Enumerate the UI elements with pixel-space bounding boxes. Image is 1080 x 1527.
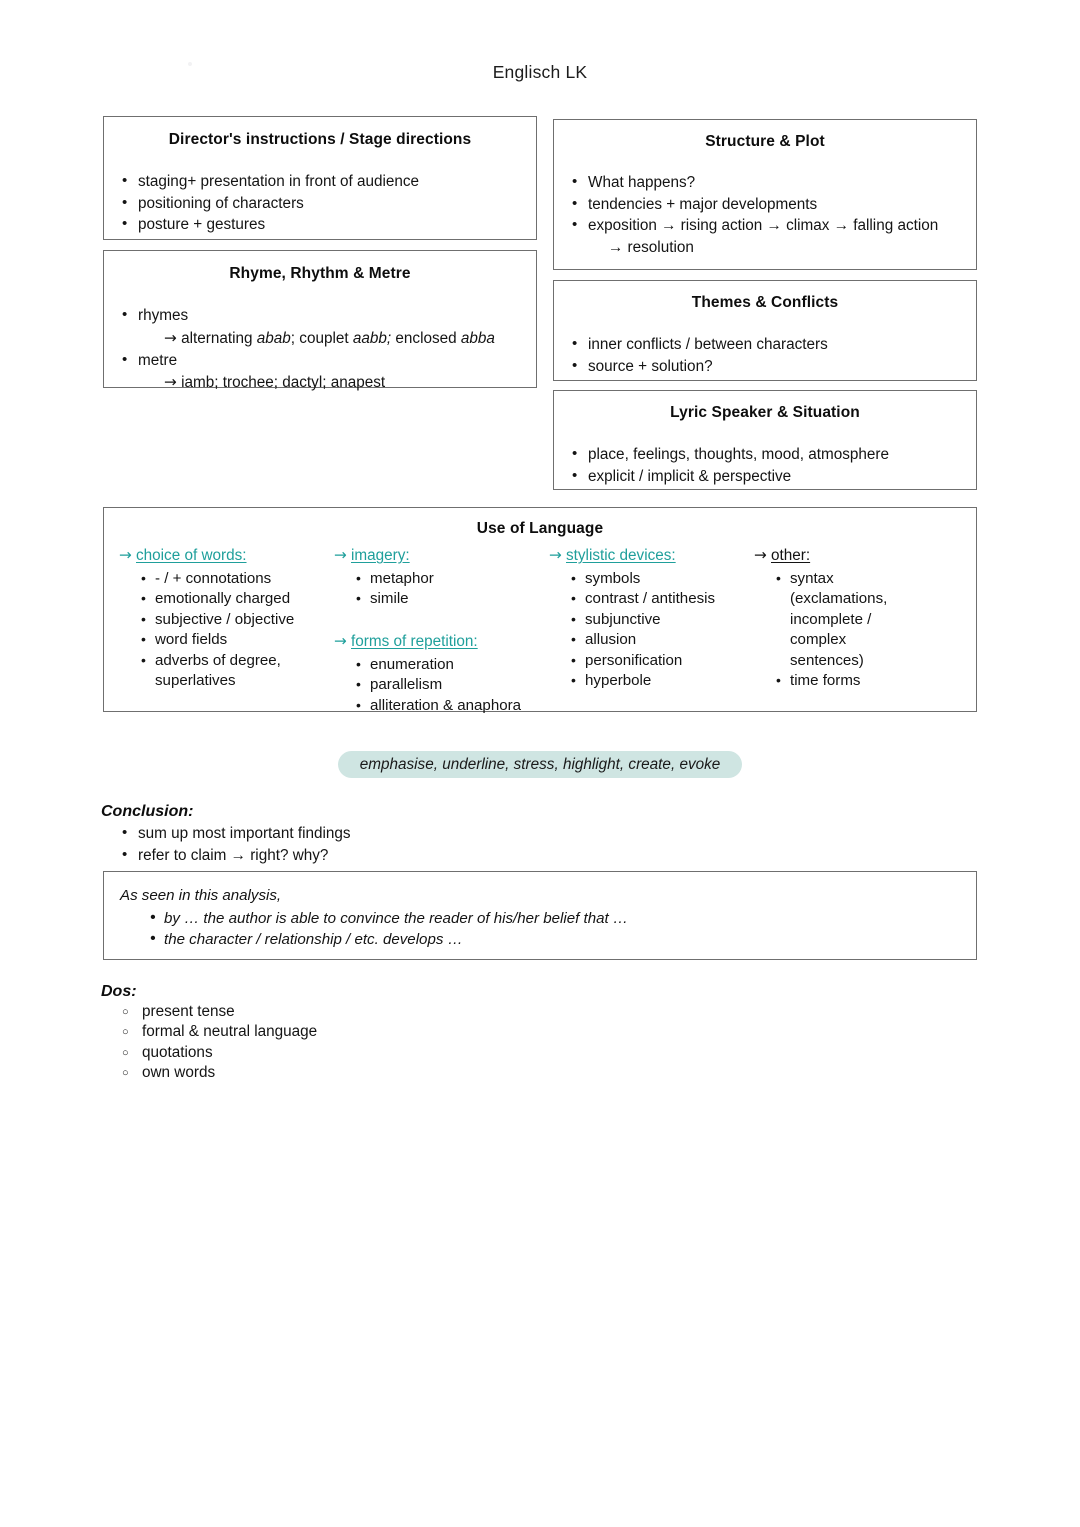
list-item: • posture + gestures bbox=[118, 214, 522, 236]
uol-column-4 bbox=[754, 544, 934, 716]
uol-group-label: imagery: bbox=[351, 547, 410, 564]
arrow-icon: → bbox=[164, 328, 177, 347]
list-item-wrap: complex bbox=[790, 631, 847, 649]
group-spacer bbox=[334, 610, 549, 630]
conclusion-heading: Conclusion: bbox=[101, 803, 194, 820]
list-item: • symbols bbox=[571, 569, 754, 589]
example-list bbox=[120, 908, 960, 950]
list-item bbox=[118, 350, 522, 395]
uol-group-list bbox=[334, 655, 549, 716]
dos-heading: Dos: bbox=[101, 983, 137, 1000]
list-item bbox=[776, 569, 934, 671]
use-of-language-columns bbox=[104, 544, 976, 716]
box-example-phrases bbox=[103, 871, 977, 960]
uol-column-3 bbox=[549, 544, 754, 716]
list-item: • tendencies + major developments bbox=[568, 194, 962, 216]
list-item: • sum up most important findings bbox=[118, 823, 638, 845]
box-use-of-language-title: Use of Language bbox=[476, 520, 604, 537]
list-item: • the character / relationship / etc. develops … bbox=[150, 929, 960, 950]
uol-column-1 bbox=[104, 544, 334, 716]
sub-text-mid-2: enclosed bbox=[391, 329, 461, 347]
sub-item bbox=[138, 371, 522, 394]
list-item-wrap: sentences) bbox=[790, 651, 864, 669]
sub-text-pre: alternating bbox=[181, 329, 257, 347]
list-item: • allusion bbox=[571, 630, 754, 650]
uol-column-2 bbox=[334, 544, 549, 716]
uol-group-list bbox=[549, 569, 754, 691]
list-item-label: metre bbox=[138, 351, 178, 369]
uol-group-heading bbox=[334, 544, 549, 567]
list-item: • explicit / implicit & perspective bbox=[568, 466, 962, 488]
dos-list bbox=[120, 1002, 520, 1083]
box-rhyme-title: Rhyme, Rhythm & Metre bbox=[229, 265, 411, 282]
list-item-label: adverbs of degree, bbox=[155, 651, 281, 669]
page-title: Englisch LK bbox=[492, 62, 588, 82]
list-item: ○ formal & neutral language bbox=[120, 1022, 520, 1042]
arrow-icon: → bbox=[754, 546, 767, 564]
sub-text-emph-2: aabb; bbox=[352, 329, 392, 347]
box-director-title: Director's instructions / Stage directions bbox=[168, 131, 472, 148]
list-item-continuation: → resolution bbox=[608, 238, 694, 256]
box-lyric-title: Lyric Speaker & Situation bbox=[670, 404, 860, 421]
list-item bbox=[118, 305, 522, 350]
list-item-label: rhymes bbox=[138, 307, 189, 324]
arrow-icon: → bbox=[549, 546, 562, 564]
list-item-wrap: superlatives bbox=[155, 672, 236, 690]
sub-item bbox=[138, 327, 522, 350]
box-structure-list bbox=[568, 172, 962, 258]
uol-group-list bbox=[754, 569, 934, 691]
conclusion-list bbox=[118, 823, 638, 866]
uol-group-label: other: bbox=[771, 547, 811, 564]
uol-group-list bbox=[119, 569, 334, 691]
list-item: • emotionally charged bbox=[141, 589, 334, 609]
arrow-icon: → bbox=[119, 546, 132, 564]
box-lyric-speaker-situation bbox=[553, 390, 977, 490]
arrow-icon: → bbox=[334, 546, 347, 564]
list-item: • source + solution? bbox=[568, 356, 962, 378]
example-lead-text: As seen in this analysis, bbox=[120, 887, 282, 904]
sub-text-mid-1: ; couplet bbox=[290, 329, 353, 347]
box-director-list bbox=[118, 171, 522, 236]
box-director-instructions bbox=[103, 116, 537, 240]
list-item: • positioning of characters bbox=[118, 193, 522, 215]
list-item: • personification bbox=[571, 651, 754, 671]
list-item: • refer to claim → right? why? bbox=[118, 845, 638, 867]
box-themes-list bbox=[568, 334, 962, 377]
list-item-label: syntax bbox=[790, 570, 834, 587]
list-item: • enumeration bbox=[356, 655, 549, 675]
uol-group-heading bbox=[119, 544, 334, 567]
list-item: • time forms bbox=[776, 671, 934, 691]
arrow-icon: → bbox=[164, 373, 177, 391]
list-item: • - / + connotations bbox=[141, 569, 334, 589]
list-item: • place, feelings, thoughts, mood, atmosphere bbox=[568, 444, 962, 466]
list-item: • contrast / antithesis bbox=[571, 589, 754, 609]
box-structure-title: Structure & Plot bbox=[705, 133, 825, 150]
list-item-wrap: incomplete / bbox=[790, 610, 872, 628]
uol-group-label: forms of repetition: bbox=[351, 632, 478, 650]
list-item: • simile bbox=[356, 589, 549, 609]
box-use-of-language bbox=[103, 507, 977, 712]
list-item bbox=[568, 215, 962, 258]
uol-group-heading bbox=[549, 544, 754, 567]
uol-group-label: stylistic devices: bbox=[566, 547, 676, 564]
list-item-label: exposition → rising action → climax → falling action bbox=[588, 217, 939, 234]
list-item-wrap: (exclamations, bbox=[790, 590, 888, 608]
uol-group-label: choice of words: bbox=[136, 547, 247, 564]
list-item: • parallelism bbox=[356, 675, 549, 695]
list-item: • What happens? bbox=[568, 172, 962, 194]
list-item: ○ quotations bbox=[120, 1043, 520, 1063]
list-item: • hyperbole bbox=[571, 671, 754, 691]
list-item: • staging+ presentation in front of audience bbox=[118, 171, 522, 193]
highlight-pill: emphasise, underline, stress, highlight, create, evoke bbox=[338, 751, 742, 778]
sub-text-emph-1: abab bbox=[256, 329, 291, 347]
box-rhyme-rhythm-metre bbox=[103, 250, 537, 391]
list-item: • word fields bbox=[141, 630, 334, 650]
box-rhyme-list bbox=[118, 305, 522, 394]
list-item: • subjunctive bbox=[571, 610, 754, 630]
uol-group-heading bbox=[334, 630, 549, 653]
list-item: ○ own words bbox=[120, 1063, 520, 1083]
list-item: • alliteration & anaphora bbox=[356, 696, 549, 716]
sub-text: iamb; trochee; dactyl; anapest bbox=[181, 374, 386, 391]
box-lyric-list bbox=[568, 444, 962, 487]
list-item bbox=[141, 651, 334, 692]
list-item: • by … the author is able to convince the reader of his/her belief that … bbox=[150, 908, 960, 929]
list-item: • inner conflicts / between characters bbox=[568, 334, 962, 356]
list-item: ○ present tense bbox=[120, 1002, 520, 1022]
list-item: • metaphor bbox=[356, 569, 549, 589]
box-structure-plot bbox=[553, 119, 977, 270]
uol-group-list bbox=[334, 569, 549, 610]
list-item: • subjective / objective bbox=[141, 610, 334, 630]
sub-text-emph-3: abba bbox=[460, 329, 495, 347]
box-themes-conflicts bbox=[553, 280, 977, 381]
box-themes-title: Themes & Conflicts bbox=[691, 294, 839, 311]
uol-group-heading bbox=[754, 544, 934, 567]
arrow-icon: → bbox=[334, 631, 347, 650]
